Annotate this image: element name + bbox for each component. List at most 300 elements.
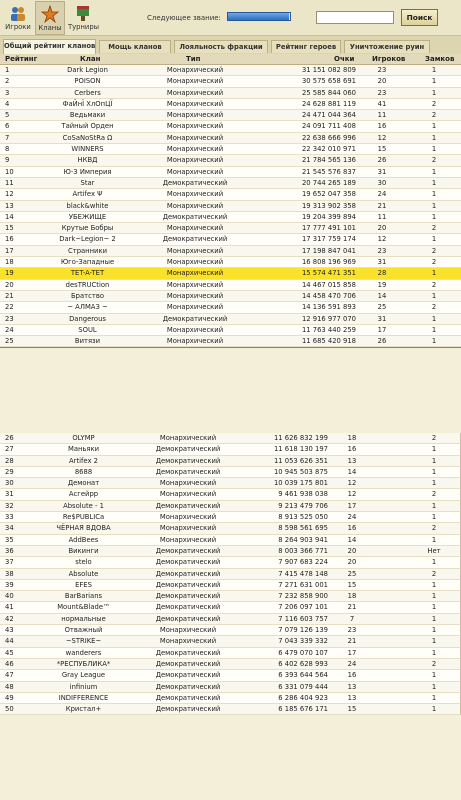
table-row[interactable] [0,535,461,546]
rank-cell: 10 [5,167,14,176]
clan-type-cell: Монархический [159,479,217,488]
clan-name-cell[interactable]: Викинги [68,546,99,555]
table-row[interactable] [0,302,461,313]
clan-name-cell[interactable]: SOUL [78,325,97,334]
tabs-bar [0,36,461,54]
points-cell: 7 232 858 900 [278,592,328,601]
rank-cell: 21 [5,291,14,300]
points-cell: 10 039 175 801 [273,479,328,488]
players-cell: 25 [377,303,387,312]
players-cell: 15 [377,145,387,154]
rank-cell: 22 [5,303,14,312]
clan-type-cell: Монархический [159,490,217,499]
table-row[interactable] [0,144,461,155]
clan-type-cell: Монархический [159,626,217,635]
rank-cell: 11 [5,178,14,187]
castles-cell: 1 [431,201,437,210]
rank-cell: 12 [5,190,14,199]
clan-name-cell[interactable]: Братство [71,291,104,300]
players-cell: 12 [347,479,357,488]
table-row[interactable] [0,433,461,444]
nav-clans[interactable] [35,1,65,35]
rank-cell: 4 [5,99,10,108]
clan-name-cell[interactable]: Artifex Ψ [72,190,103,199]
rank-cell: 2 [5,77,10,86]
clan-name-cell[interactable]: Mount&Blade™ [57,603,110,612]
table-row[interactable] [0,478,461,489]
clan-name-cell[interactable]: infinium [69,682,98,691]
players-cell: 15 [347,705,357,714]
table-row[interactable] [0,133,461,144]
table-row[interactable] [0,121,461,132]
clan-type-cell: Демократический [155,467,221,476]
table-row[interactable] [0,693,461,704]
clan-type-cell: Монархический [166,111,224,120]
clan-name-cell[interactable]: Ведьмаки [69,111,106,120]
table-row[interactable] [0,682,461,693]
points-cell: 20 744 265 189 [301,178,356,187]
castles-cell: 1 [431,626,437,635]
table-row[interactable] [0,257,461,268]
clan-name-cell[interactable]: Gray League [61,671,106,680]
castles-cell: 1 [431,178,437,187]
clan-name-cell[interactable]: Dangerous [69,314,106,323]
players-cell: 23 [377,246,387,255]
top-bar [0,0,461,36]
castles-cell: 1 [431,648,437,657]
rank-cell: 45 [5,648,14,657]
clan-name-cell[interactable]: Absolute [68,569,99,578]
players-icon [9,4,27,22]
castles-cell: 1 [431,337,437,346]
players-cell: 24 [347,659,357,668]
table-row[interactable] [0,178,461,189]
castles-cell: 1 [431,682,437,691]
ranking-table-bottom [0,433,461,715]
table-row[interactable] [0,99,461,110]
players-cell: 11 [377,212,387,221]
points-cell: 11 626 832 199 [273,434,328,442]
points-cell: 8 264 903 941 [278,535,328,544]
clan-type-cell: Демократический [155,569,221,578]
players-cell: 12 [377,133,387,142]
points-cell: 22 342 010 971 [301,145,356,154]
players-cell: 31 [377,167,387,176]
castles-cell: 2 [431,258,437,267]
points-cell: 8 913 525 050 [278,513,328,522]
castles-cell: 1 [431,671,437,680]
clan-type-cell: Монархический [166,167,224,176]
castles-cell: 2 [431,524,437,533]
castles-cell: 1 [431,558,437,567]
clan-type-cell: Монархический [166,325,224,334]
rank-cell: 48 [5,682,14,691]
rank-cell: 43 [5,626,14,635]
castles-cell: 1 [431,580,437,589]
table-row[interactable] [0,523,461,534]
table-row[interactable] [0,88,461,99]
clan-name-cell[interactable]: Re$PUBLICa [62,513,105,522]
rank-cell: 14 [5,212,14,221]
col-rank[interactable]: Рейтинг [5,55,38,63]
table-row[interactable] [0,314,461,325]
rank-cell: 15 [5,224,14,233]
points-cell: 6 331 079 444 [278,682,328,691]
rank-cell: 28 [5,456,14,465]
points-cell: 10 945 503 875 [273,467,328,476]
points-cell: 6 393 644 564 [278,671,328,680]
castles-cell: 2 [431,280,437,289]
clan-type-cell: Монархический [166,190,224,199]
players-cell: 26 [377,156,387,165]
points-cell: 24 471 044 364 [301,111,356,120]
clan-name-cell[interactable]: Dark Legion [67,66,108,74]
clan-type-cell: Монархический [159,524,217,533]
clan-name-cell[interactable]: black&white [66,201,109,210]
players-cell: 16 [347,524,357,533]
castles-cell: 1 [431,88,437,97]
castles-cell: 2 [431,659,437,668]
table-row[interactable] [0,670,461,681]
clan-type-cell: Монархический [166,224,224,233]
players-cell: 15 [347,580,357,589]
clan-name-cell[interactable]: Демонат [67,479,100,488]
table-row[interactable] [0,212,461,223]
castles-cell: 2 [431,224,437,233]
players-cell: 13 [347,693,357,702]
clan-name-cell[interactable]: Странники [67,246,107,255]
rank-cell: 44 [5,637,14,646]
table-row[interactable] [0,246,461,257]
castles-cell: 1 [431,513,437,522]
clan-type-cell: Монархический [166,88,224,97]
clan-name-cell[interactable]: ~STRIKE~ [65,637,102,646]
table-row[interactable] [0,268,461,279]
clan-name-cell[interactable]: Dark~Legion~ 2 [59,235,116,244]
table-row[interactable] [0,557,461,568]
players-cell: 20 [347,546,357,555]
table-row[interactable] [0,659,461,670]
castles-cell: 1 [431,190,437,199]
clan-name-cell[interactable]: BarBarians [64,592,103,601]
next-rank-label: Следующее звание: [147,14,221,22]
clan-name-cell[interactable]: INDIFFERENCE [58,693,109,702]
table-row[interactable] [0,189,461,200]
clan-name-cell[interactable]: CoSaNoStRa Ω [62,133,113,142]
clan-name-cell[interactable]: Artifex 2 [69,456,98,465]
rank-cell: 36 [5,546,14,555]
clan-type-cell: Монархический [166,133,224,142]
nav-players[interactable] [3,1,33,35]
clan-name-cell[interactable]: *РЕСПУБЛИКА* [56,659,111,668]
clan-type-cell: Демократический [155,682,221,691]
col-clan[interactable]: Клан [80,55,101,63]
castles-cell: 2 [431,246,437,255]
table-row[interactable] [0,280,461,291]
clan-name-cell[interactable]: 8688 [74,467,93,476]
players-cell: 28 [377,269,387,278]
clan-name-cell[interactable]: stelo [75,558,92,567]
table-row[interactable] [0,546,461,557]
points-cell: 6 286 404 923 [278,693,328,702]
points-cell: 21 545 576 837 [301,167,356,176]
search-input[interactable] [316,11,394,24]
col-players[interactable]: Игроков [372,55,406,63]
rank-cell: 3 [5,88,10,97]
table-row[interactable] [0,569,461,580]
clan-type-cell: Демократический [155,659,221,668]
col-type[interactable]: Тип [186,55,201,63]
clan-name-cell[interactable]: wanderers [65,648,102,657]
tab-overall-rating[interactable]: Общий рейтинг кланов [3,39,96,54]
rank-cell: 23 [5,314,14,323]
points-cell: 31 151 082 809 [301,66,356,74]
clan-type-cell: Демократический [155,501,221,510]
clan-type-cell: Демократический [155,603,221,612]
points-cell: 17 777 491 101 [301,224,356,233]
castles-cell: 1 [431,235,437,244]
points-cell: 30 575 658 691 [301,77,356,86]
col-castles[interactable]: Замков [425,55,455,63]
clan-type-cell: Монархический [166,99,224,108]
players-cell: 13 [347,456,357,465]
clan-name-cell[interactable]: WINNERS [71,145,104,154]
table-row[interactable] [0,234,461,245]
table-row[interactable] [0,456,461,467]
clan-name-cell[interactable]: ЧЁРНАЯ ВДОВА [56,524,111,533]
rank-cell: 9 [5,156,10,165]
ranking-table-top [0,65,461,348]
points-cell: 8 003 366 771 [278,546,328,555]
points-cell: 21 784 565 136 [301,156,356,165]
table-row[interactable] [0,291,461,302]
tab-clan-power[interactable]: Мощь кланов [99,40,171,53]
points-cell: 24 091 711 408 [301,122,356,131]
table-row[interactable] [0,223,461,234]
clan-name-cell[interactable]: Крутые Бобры [61,224,114,233]
players-cell: 26 [377,337,387,346]
players-cell: 16 [347,445,357,454]
rank-cell: 5 [5,111,10,120]
table-row[interactable] [0,602,461,613]
clan-name-cell[interactable]: Отважный [64,626,103,635]
tab-faction-loyalty[interactable]: Лояльность фракции [174,40,268,53]
players-cell: 21 [377,201,387,210]
points-cell: 7 415 478 148 [278,569,328,578]
points-cell: 6 185 676 171 [278,705,328,714]
castles-cell: 1 [431,535,437,544]
table-row[interactable] [0,648,461,659]
castles-cell: 1 [431,637,437,646]
points-cell: 7 116 603 757 [278,614,328,623]
table-row[interactable] [0,614,461,625]
castles-cell: 2 [431,303,437,312]
clan-name-cell[interactable]: УБЕЖИЩЕ [68,212,107,221]
points-cell: 16 808 196 969 [301,258,356,267]
clan-name-cell[interactable]: AddBees [68,535,99,544]
search-button[interactable]: Поиск [401,9,438,26]
clan-type-cell: Монархический [166,291,224,300]
clan-type-cell: Демократический [155,671,221,680]
clan-type-cell: Монархический [166,269,224,278]
table-row[interactable] [0,704,461,715]
clan-name-cell[interactable]: desTRUCtion [65,280,110,289]
rank-progress-bar [227,12,291,21]
rank-cell: 18 [5,258,14,267]
players-cell: 25 [347,569,357,578]
castles-cell: 1 [431,122,437,131]
clan-name-cell[interactable]: ФаЙнЇ ХлОпЦЇ [62,99,113,108]
castles-cell: 1 [431,467,437,476]
table-row[interactable] [0,110,461,121]
castles-cell: 1 [431,291,437,300]
points-cell: 17 198 847 041 [301,246,356,255]
castles-cell: 1 [431,314,437,323]
clan-type-cell: Монархический [159,535,217,544]
rank-cell: 8 [5,145,10,154]
clan-type-cell: Монархический [166,77,224,86]
table-row[interactable] [0,501,461,512]
castles-cell: 2 [431,156,437,165]
points-cell: 9 461 938 038 [278,490,328,499]
players-cell: 41 [377,99,387,108]
clan-name-cell[interactable]: Star [80,178,95,187]
clan-name-cell[interactable]: OLYMP [72,434,95,442]
clan-name-cell[interactable]: нормальные [61,614,106,623]
castles-cell: 1 [431,167,437,176]
tab-ruins-destruction[interactable]: Уничтожение руин [344,40,430,53]
players-cell: 7 [349,614,355,623]
rank-cell: 35 [5,535,14,544]
nav-tournaments[interactable] [68,1,98,35]
table-row[interactable] [0,489,461,500]
table-row[interactable] [0,167,461,178]
points-cell: 6 402 628 993 [278,659,328,668]
clan-type-cell: Монархический [166,280,224,289]
table-row[interactable] [0,65,461,76]
clan-name-cell[interactable]: Асгейрр [68,490,99,499]
players-cell: 14 [347,535,357,544]
clan-type-cell: Монархический [166,201,224,210]
castles-cell: 2 [431,99,437,108]
clan-name-cell[interactable]: Тайный Орден [61,122,114,131]
castles-cell: 2 [431,569,437,578]
table-row[interactable] [0,512,461,523]
table-row[interactable] [0,591,461,602]
castles-cell: 1 [431,145,437,154]
castles-cell: 1 [431,212,437,221]
players-cell: 31 [377,314,387,323]
table-row[interactable] [0,625,461,636]
points-cell: 14 136 591 893 [301,303,356,312]
clan-name-cell[interactable]: Витязи [74,337,101,346]
rank-cell: 46 [5,659,14,668]
castles-cell: 1 [431,325,437,334]
clan-name-cell[interactable]: Ю-З Империя [63,167,112,176]
table-row[interactable] [0,155,461,166]
castles-cell: 1 [431,445,437,454]
players-cell: 21 [347,637,357,646]
clan-name-cell[interactable]: POISON [74,77,101,86]
clan-name-cell[interactable]: TET-A-TET [70,269,105,278]
points-cell: 14 458 470 706 [301,291,356,300]
clan-type-cell: Монархический [159,637,217,646]
points-cell: 19 204 399 894 [301,212,356,221]
table-row[interactable] [0,444,461,455]
clan-name-cell[interactable]: Absolute - 1 [63,501,104,510]
players-cell: 20 [377,224,387,233]
points-cell: 19 652 047 358 [301,190,356,199]
points-cell: 11 685 420 918 [301,337,356,346]
nav-players-label: Игроки [5,23,31,31]
clan-name-cell[interactable]: Кристал+ [65,705,102,714]
clan-name-cell[interactable]: ~ АЛМАЗ ~ [67,303,108,312]
castles-cell: 1 [431,501,437,510]
players-cell: 14 [377,291,387,300]
table-row[interactable] [0,580,461,591]
players-cell: 12 [377,235,387,244]
clan-type-cell: Монархический [166,246,224,255]
clan-type-cell: Демократический [155,705,221,714]
clan-type-cell: Монархический [166,303,224,312]
clan-name-cell[interactable]: EFES [75,580,92,589]
rank-cell: 24 [5,325,14,334]
points-cell: 17 317 759 174 [301,235,356,244]
players-cell: 30 [377,178,387,187]
table-row[interactable] [0,325,461,336]
castles-cell: 1 [431,693,437,702]
col-points[interactable]: Очки [334,55,355,63]
castles-cell: 2 [431,434,437,442]
castles-cell: 1 [431,614,437,623]
clan-type-cell: Монархический [166,66,224,74]
table-row[interactable] [0,636,461,647]
castles-cell: 1 [431,77,437,86]
tab-hero-rating[interactable]: Рейтинг героев [271,40,341,53]
points-cell: 7 907 683 224 [278,558,328,567]
players-cell: 17 [377,325,387,334]
players-cell: 12 [347,490,357,499]
clan-name-cell[interactable]: НКВД [77,156,98,165]
table-row[interactable] [0,336,461,347]
points-cell: 11 618 130 197 [273,445,328,454]
rank-cell: 37 [5,558,14,567]
rank-cell: 27 [5,445,14,454]
table-row[interactable] [0,76,461,87]
rank-cell: 50 [5,705,14,714]
rank-cell: 29 [5,467,14,476]
points-cell: 9 213 479 706 [278,501,328,510]
castles-cell: 2 [431,490,437,499]
clan-type-cell: Монархический [159,434,217,442]
castles-cell: 1 [431,603,437,612]
players-cell: 23 [347,626,357,635]
tournaments-icon [74,4,92,22]
table-row[interactable] [0,467,461,478]
clan-name-cell[interactable]: Cerbers [74,88,101,97]
players-cell: 17 [347,501,357,510]
clan-name-cell[interactable]: Маньяки [67,445,100,454]
rank-cell: 17 [5,246,14,255]
points-cell: 12 916 977 070 [301,314,356,323]
players-cell: 24 [377,190,387,199]
table-row[interactable] [0,201,461,212]
clan-type-cell: Демократический [155,546,221,555]
players-cell: 16 [347,671,357,680]
clan-name-cell[interactable]: Юго-Западные [60,258,115,267]
rank-cell: 41 [5,603,14,612]
clan-type-cell: Демократический [155,580,221,589]
